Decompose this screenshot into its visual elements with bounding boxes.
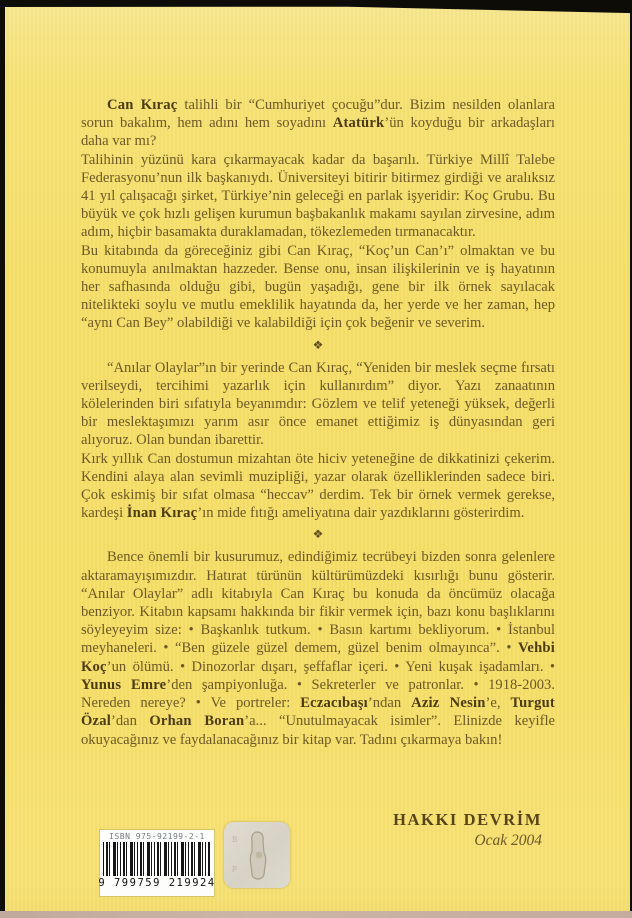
barcode-bars-icon <box>103 842 211 876</box>
back-cover <box>5 0 630 911</box>
barcode-number: 9 799759 219924 <box>98 877 216 889</box>
barcode <box>100 830 214 896</box>
paragraph: Bu kitabında da göreceğiniz gibi Can Kıraç, “Koç’un Can’ı” olmaktan ve bu konumuyla anılmaktan hazzeder. Bense onu, insan ilişkilerinin ve iş hayatının her safhasında olduğu gibi, bugün yaşadığı, gene bir ilk örnek sayılacak nitelikteki soylu ve mutlu emeklilik hayatında da, her yerde ve her zaman, hep “aynı Can Bey” olabildiği ve kalabildiği için çok beğenir ve severim. <box>81 242 555 332</box>
paragraph: Kırk yıllık Can dostumun mizahtan öte hiciv yeteneğine de dikkatinizi çekerim. Kendini alaya alan sevimli muzipliği, yazar olarak özelliklerinden sadece biri. Çok eskimiş bir sıfat olmasa “heccav” derdim. Tek bir örnek vermek gerekse, kardeşi İnan Kıraç’ın mide fıtığı ameliyatına dair yazdıklarını gösterirdim. <box>81 450 555 522</box>
section-divider-ornament-icon: ❖ <box>312 527 324 542</box>
back-cover-text <box>81 96 555 749</box>
svg-text:P: P <box>232 865 237 874</box>
hologram-figure-icon <box>224 822 290 888</box>
svg-text:B: B <box>232 835 238 844</box>
signature-block <box>393 810 542 851</box>
section-divider-ornament-icon: ❖ <box>312 337 324 352</box>
signature-name: HAKKI DEVRİM <box>393 810 542 829</box>
isbn-text: ISBN 975-92199-2-1 <box>109 832 205 841</box>
paragraph: Talihinin yüzünü kara çıkarmayacak kadar da başarılı. Türkiye Millî Talebe Federasyonu’nun ilk başkanıydı. Üniversiteyi bitirir bitirmez girdiği ve aralıksız 41 yıl çalışacağı şirket, Türkiye’nin geleceği en parlak işyeridir: Koç Grubu. Bu büyük ve çok hızlı gelişen kurumun başbakanlık makamı sayılan zirvesine, adım adım, hiçbir basamakta duraklamadan, tökezlemeden tırmanacaktır. <box>81 151 555 241</box>
signature-date: Ocak 2004 <box>474 832 542 849</box>
paragraph: Can Kıraç talihli bir “Cumhuriyet çocuğu”dur. Bizim nesilden olanlara sorun bakalım, hem adını hem soyadını Atatürk’ün koyduğu bir arkadaşları daha var mı? <box>81 97 555 150</box>
paragraph: Bence önemli bir kusurumuz, edindiğimiz tecrübeyi bizden sonra gelenlere aktaramayışımızdır. Hatırat türünün kültürümüzdeki kısırlığı bunu gösterir. “Anılar Olaylar” adlı kitabıyla Can Kıraç bu konuda da öncümüz olacağa benziyor. Kitabın kapsamı hakkında bir fikir vermek için, bazı konu başlıklarını söyleyeyim size: • Başkanlık tutkum. • Basın kartımı bekliyorum. • İstanbul meyhaneleri. • “Ben güzele güzel demem, güzel benim olmayınca”. • Vehbi Koç’un ölümü. • Dinozorlar dışarı, şeffaflar içeri. • Yeni kuşak işadamları. • Yunus Emre’den şampiyonluğa. • Sekreterler ve patronlar. • 1918-2003. Nereden nereye? • Ve portreler: Eczacıbaşı’ndan Aziz Nesin’e, Turgut Özal’dan Orhan Boran’a... “Unutulmayacak isimler”. Elinizde keyifle okuyacağınız ve faydalanacağınız bir kitap var. Tadını çıkarmaya bakın! <box>81 549 555 748</box>
hologram-sticker <box>224 822 290 888</box>
paragraph: “Anılar Olaylar”ın bir yerinde Can Kıraç, “Yeniden bir meslek seçme fırsatı verilseydi, tercihimi yazarlık için kullanırdım” diyor. Yazı zanaatının kölelerinden biri sıfatıyla beyanımdır: Gözlem ve telif yeteneği yüksek, değerli bir meslektaşımızı yarım asır önce emanet ettiğimiz iş dünyasından geri alıyoruz. Olan bundan ibarettir. <box>81 359 555 449</box>
bottom-scan-edge <box>0 911 632 918</box>
